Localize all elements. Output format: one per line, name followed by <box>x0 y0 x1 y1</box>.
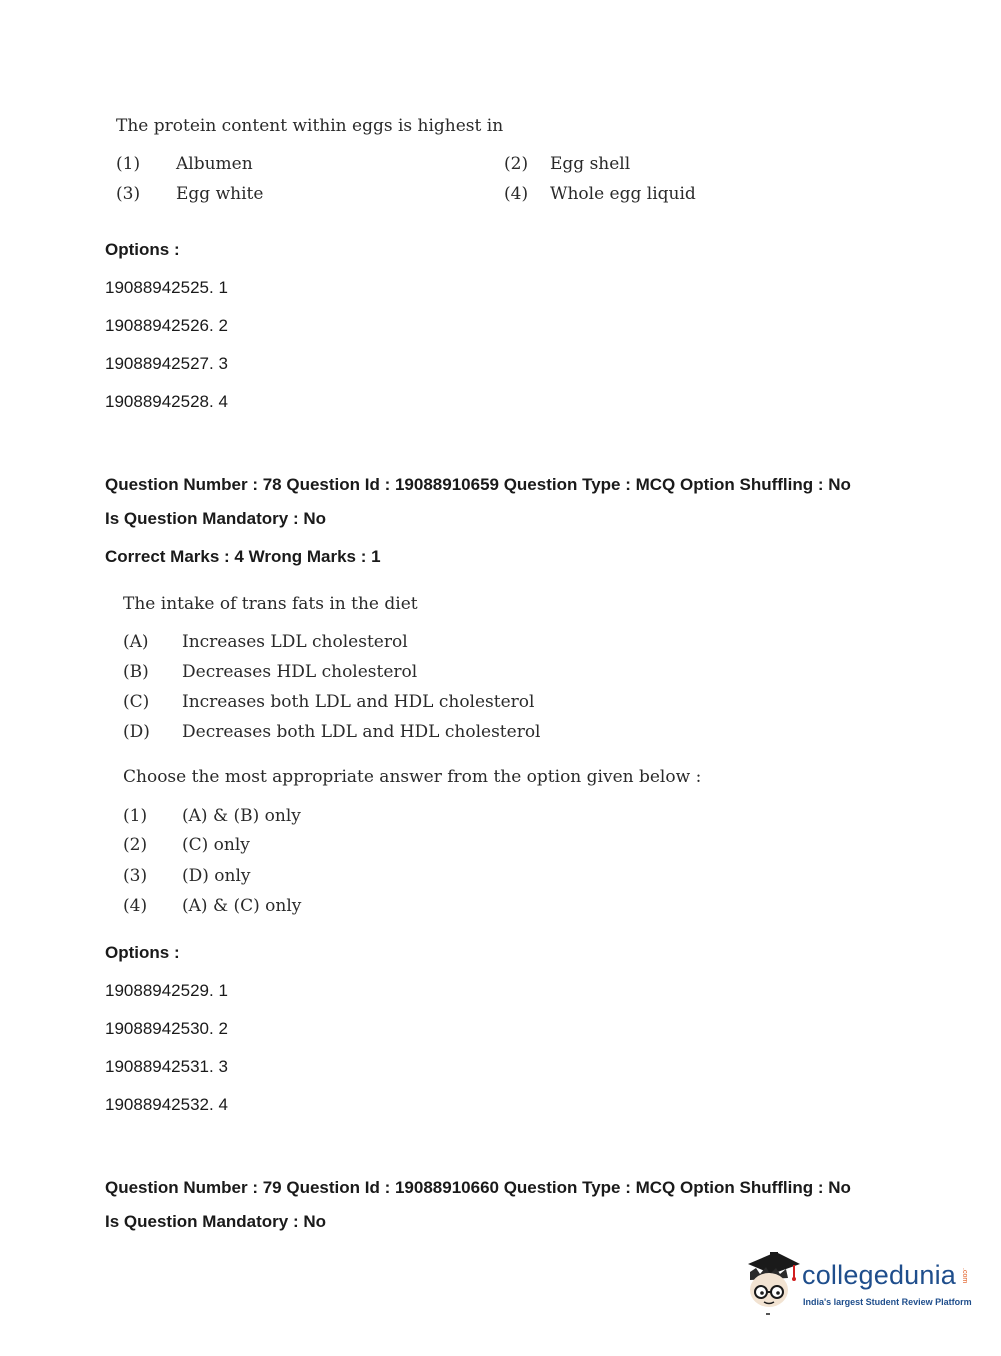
statement-text: Increases LDL cholesterol <box>182 632 408 652</box>
choice-text: (A) & (B) only <box>182 806 301 826</box>
options-label: Options : <box>105 240 180 259</box>
choice-text: Egg white <box>176 184 264 204</box>
statement-number: (D) <box>123 722 150 742</box>
statement-number: (B) <box>123 662 149 682</box>
choice-text: (C) only <box>182 835 250 855</box>
option-item: 19088942525. 1 <box>105 278 228 297</box>
mandatory-flag: Is Question Mandatory : No <box>105 509 327 528</box>
option-item: 19088942529. 1 <box>105 981 228 1000</box>
choice-number: (2) <box>504 154 529 174</box>
question-stem: The intake of trans fats in the diet <box>123 594 418 614</box>
statement-text: Decreases HDL cholesterol <box>182 662 418 682</box>
statement-text: Increases both LDL and HDL cholesterol <box>182 692 535 712</box>
brand-suffix: .com <box>961 1268 968 1284</box>
question-instruction: Choose the most appropriate answer from the option given below : <box>123 767 702 787</box>
choice-text: (A) & (C) only <box>182 896 302 916</box>
choice-text: (D) only <box>182 866 251 886</box>
question-stem: The protein content within eggs is highest in <box>116 116 504 136</box>
option-item: 19088942532. 4 <box>105 1095 228 1114</box>
option-item: 19088942531. 3 <box>105 1057 228 1076</box>
choice-text: Egg shell <box>550 154 631 174</box>
collegedunia-logo <box>742 1250 972 1320</box>
mandatory-flag: Is Question Mandatory : No <box>105 1212 327 1231</box>
statement-number: (A) <box>123 632 149 652</box>
option-item: 19088942528. 4 <box>105 392 228 411</box>
choice-number: (3) <box>116 184 141 204</box>
choice-number: (4) <box>123 896 148 916</box>
question-header: Question Number : 78 Question Id : 19088910659 Question Type : MCQ Option Shuffling : No <box>105 475 851 494</box>
brand-tagline: India's largest Student Review Platform <box>803 1297 972 1307</box>
choice-number: (2) <box>123 835 148 855</box>
choice-text: Albumen <box>176 154 253 174</box>
mascot-icon <box>742 1250 802 1316</box>
options-label: Options : <box>105 943 180 962</box>
choice-number: (3) <box>123 866 148 886</box>
brand-name: collegedunia <box>802 1260 957 1290</box>
option-item: 19088942527. 3 <box>105 354 228 373</box>
statement-text: Decreases both LDL and HDL cholesterol <box>182 722 541 742</box>
question-header: Question Number : 79 Question Id : 19088910660 Question Type : MCQ Option Shuffling : No <box>105 1178 851 1197</box>
choice-number: (4) <box>504 184 529 204</box>
option-item: 19088942526. 2 <box>105 316 228 335</box>
option-item: 19088942530. 2 <box>105 1019 228 1038</box>
choice-number: (1) <box>116 154 141 174</box>
choice-text: Whole egg liquid <box>550 184 696 204</box>
choice-number: (1) <box>123 806 148 826</box>
marks-info: Correct Marks : 4 Wrong Marks : 1 <box>105 547 381 566</box>
statement-number: (C) <box>123 692 150 712</box>
